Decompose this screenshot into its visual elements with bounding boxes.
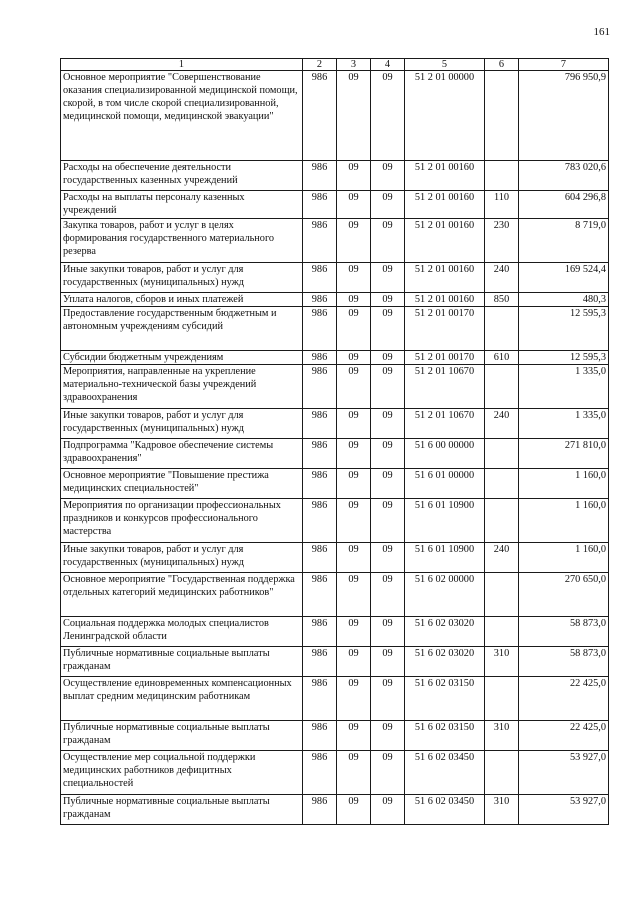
target-article-cell: 51 2 01 10670 xyxy=(405,365,485,409)
row-name-cell: Осуществление единовременных компенсационных выплат средним медицинским работникам xyxy=(61,677,303,721)
section-code-cell: 09 xyxy=(337,351,371,365)
target-article-cell: 51 6 01 10900 xyxy=(405,543,485,573)
table-row xyxy=(61,751,609,795)
section-code-cell: 09 xyxy=(337,219,371,263)
row-name-cell: Расходы на выплаты персоналу казенных учреждений xyxy=(61,191,303,219)
target-article-cell: 51 2 01 00170 xyxy=(405,307,485,351)
section-code-cell: 09 xyxy=(337,409,371,439)
amount-cell: 12 595,3 xyxy=(519,351,609,365)
expense-type-cell xyxy=(485,365,519,409)
row-name-cell: Уплата налогов, сборов и иных платежей xyxy=(61,293,303,307)
target-article-cell: 51 6 00 00000 xyxy=(405,439,485,469)
expense-type-cell: 310 xyxy=(485,795,519,825)
target-article-cell: 51 6 01 00000 xyxy=(405,469,485,499)
expense-type-cell: 850 xyxy=(485,293,519,307)
table-row xyxy=(61,219,609,263)
table-row xyxy=(61,573,609,617)
section-code-cell: 09 xyxy=(337,795,371,825)
subsection-code-cell: 09 xyxy=(371,677,405,721)
section-code-cell: 09 xyxy=(337,573,371,617)
amount-cell: 1 160,0 xyxy=(519,469,609,499)
subsection-code-cell: 09 xyxy=(371,71,405,161)
row-name-cell: Основное мероприятие "Государственная поддержка отдельных категорий медицинских работников" xyxy=(61,573,303,617)
section-code-cell: 09 xyxy=(337,293,371,307)
row-name-cell: Расходы на обеспечение деятельности государственных казенных учреждений xyxy=(61,161,303,191)
expense-type-cell xyxy=(485,71,519,161)
admin-code-cell: 986 xyxy=(303,617,337,647)
expense-type-cell: 610 xyxy=(485,351,519,365)
amount-cell: 1 335,0 xyxy=(519,409,609,439)
target-article-cell: 51 2 01 00160 xyxy=(405,161,485,191)
table-body xyxy=(61,71,609,825)
table-row xyxy=(61,617,609,647)
admin-code-cell: 986 xyxy=(303,677,337,721)
table-row xyxy=(61,161,609,191)
subsection-code-cell: 09 xyxy=(371,161,405,191)
expense-type-cell xyxy=(485,573,519,617)
row-name-cell: Социальная поддержка молодых специалистов Ленинградской области xyxy=(61,617,303,647)
header-cell: 4 xyxy=(371,59,405,71)
subsection-code-cell: 09 xyxy=(371,617,405,647)
subsection-code-cell: 09 xyxy=(371,191,405,219)
row-name-cell: Иные закупки товаров, работ и услуг для государственных (муниципальных) нужд xyxy=(61,409,303,439)
amount-cell: 270 650,0 xyxy=(519,573,609,617)
admin-code-cell: 986 xyxy=(303,573,337,617)
target-article-cell: 51 6 02 00000 xyxy=(405,573,485,617)
expense-type-cell xyxy=(485,469,519,499)
row-name-cell: Иные закупки товаров, работ и услуг для государственных (муниципальных) нужд xyxy=(61,543,303,573)
admin-code-cell: 986 xyxy=(303,721,337,751)
section-code-cell: 09 xyxy=(337,307,371,351)
page-number: 161 xyxy=(593,26,610,38)
target-article-cell: 51 6 02 03020 xyxy=(405,617,485,647)
header-cell: 7 xyxy=(519,59,609,71)
section-code-cell: 09 xyxy=(337,365,371,409)
subsection-code-cell: 09 xyxy=(371,439,405,469)
amount-cell: 8 719,0 xyxy=(519,219,609,263)
section-code-cell: 09 xyxy=(337,543,371,573)
subsection-code-cell: 09 xyxy=(371,499,405,543)
row-name-cell: Подпрограмма "Кадровое обеспечение системы здравоохранения" xyxy=(61,439,303,469)
expense-type-cell xyxy=(485,677,519,721)
admin-code-cell: 986 xyxy=(303,219,337,263)
table-row xyxy=(61,365,609,409)
amount-cell: 796 950,9 xyxy=(519,71,609,161)
amount-cell: 1 335,0 xyxy=(519,365,609,409)
target-article-cell: 51 2 01 00160 xyxy=(405,219,485,263)
expense-type-cell: 310 xyxy=(485,647,519,677)
admin-code-cell: 986 xyxy=(303,351,337,365)
admin-code-cell: 986 xyxy=(303,751,337,795)
target-article-cell: 51 2 01 00160 xyxy=(405,263,485,293)
subsection-code-cell: 09 xyxy=(371,543,405,573)
expense-type-cell xyxy=(485,307,519,351)
amount-cell: 604 296,8 xyxy=(519,191,609,219)
subsection-code-cell: 09 xyxy=(371,351,405,365)
subsection-code-cell: 09 xyxy=(371,573,405,617)
row-name-cell: Публичные нормативные социальные выплаты гражданам xyxy=(61,721,303,751)
row-name-cell: Публичные нормативные социальные выплаты гражданам xyxy=(61,647,303,677)
subsection-code-cell: 09 xyxy=(371,469,405,499)
row-name-cell: Предоставление государственным бюджетным и автономным учреждениям субсидий xyxy=(61,307,303,351)
subsection-code-cell: 09 xyxy=(371,293,405,307)
row-name-cell: Закупка товаров, работ и услуг в целях формирования государственного материального резерва xyxy=(61,219,303,263)
subsection-code-cell: 09 xyxy=(371,721,405,751)
amount-cell: 1 160,0 xyxy=(519,499,609,543)
row-name-cell: Основное мероприятие "Повышение престижа медицинских специальностей" xyxy=(61,469,303,499)
section-code-cell: 09 xyxy=(337,677,371,721)
section-code-cell: 09 xyxy=(337,499,371,543)
section-code-cell: 09 xyxy=(337,439,371,469)
header-cell: 6 xyxy=(485,59,519,71)
section-code-cell: 09 xyxy=(337,71,371,161)
row-name-cell: Публичные нормативные социальные выплаты гражданам xyxy=(61,795,303,825)
target-article-cell: 51 6 02 03450 xyxy=(405,795,485,825)
target-article-cell: 51 2 01 00170 xyxy=(405,351,485,365)
target-article-cell: 51 2 01 00000 xyxy=(405,71,485,161)
section-code-cell: 09 xyxy=(337,647,371,677)
table-row xyxy=(61,293,609,307)
subsection-code-cell: 09 xyxy=(371,307,405,351)
amount-cell: 58 873,0 xyxy=(519,647,609,677)
expense-type-cell xyxy=(485,499,519,543)
amount-cell: 480,3 xyxy=(519,293,609,307)
row-name-cell: Основное мероприятие "Совершенствование оказания специализированной медицинской помощи, скорой, в том числе скорой специализированной, медицинской помощи, медицинской эвакуации" xyxy=(61,71,303,161)
amount-cell: 22 425,0 xyxy=(519,721,609,751)
budget-table xyxy=(60,58,609,825)
admin-code-cell: 986 xyxy=(303,795,337,825)
table-row xyxy=(61,439,609,469)
target-article-cell: 51 6 02 03020 xyxy=(405,647,485,677)
target-article-cell: 51 2 01 10670 xyxy=(405,409,485,439)
amount-cell: 53 927,0 xyxy=(519,795,609,825)
subsection-code-cell: 09 xyxy=(371,751,405,795)
admin-code-cell: 986 xyxy=(303,647,337,677)
expense-type-cell: 310 xyxy=(485,721,519,751)
table-row xyxy=(61,795,609,825)
table-row xyxy=(61,71,609,161)
admin-code-cell: 986 xyxy=(303,499,337,543)
row-name-cell: Мероприятия, направленные на укрепление материально-технической базы учреждений здравоохранения xyxy=(61,365,303,409)
amount-cell: 58 873,0 xyxy=(519,617,609,647)
section-code-cell: 09 xyxy=(337,161,371,191)
admin-code-cell: 986 xyxy=(303,409,337,439)
row-name-cell: Иные закупки товаров, работ и услуг для государственных (муниципальных) нужд xyxy=(61,263,303,293)
target-article-cell: 51 2 01 00160 xyxy=(405,191,485,219)
amount-cell: 783 020,6 xyxy=(519,161,609,191)
subsection-code-cell: 09 xyxy=(371,647,405,677)
admin-code-cell: 986 xyxy=(303,365,337,409)
admin-code-cell: 986 xyxy=(303,543,337,573)
expense-type-cell: 240 xyxy=(485,263,519,293)
row-name-cell: Мероприятия по организации профессиональных праздников и конкурсов профессионального мастерства xyxy=(61,499,303,543)
amount-cell: 169 524,4 xyxy=(519,263,609,293)
section-code-cell: 09 xyxy=(337,263,371,293)
expense-type-cell: 110 xyxy=(485,191,519,219)
admin-code-cell: 986 xyxy=(303,263,337,293)
header-row xyxy=(61,59,609,71)
header-cell: 5 xyxy=(405,59,485,71)
target-article-cell: 51 6 02 03150 xyxy=(405,677,485,721)
expense-type-cell xyxy=(485,161,519,191)
table-row xyxy=(61,409,609,439)
table-row xyxy=(61,191,609,219)
expense-type-cell: 240 xyxy=(485,409,519,439)
amount-cell: 22 425,0 xyxy=(519,677,609,721)
table-row xyxy=(61,647,609,677)
table-row xyxy=(61,307,609,351)
admin-code-cell: 986 xyxy=(303,293,337,307)
table-row xyxy=(61,351,609,365)
subsection-code-cell: 09 xyxy=(371,409,405,439)
table-row xyxy=(61,499,609,543)
section-code-cell: 09 xyxy=(337,617,371,647)
admin-code-cell: 986 xyxy=(303,191,337,219)
table-row xyxy=(61,677,609,721)
admin-code-cell: 986 xyxy=(303,71,337,161)
section-code-cell: 09 xyxy=(337,191,371,219)
table-row xyxy=(61,543,609,573)
target-article-cell: 51 6 01 10900 xyxy=(405,499,485,543)
expense-type-cell xyxy=(485,439,519,469)
amount-cell: 12 595,3 xyxy=(519,307,609,351)
expense-type-cell xyxy=(485,617,519,647)
header-cell: 1 xyxy=(61,59,303,71)
amount-cell: 1 160,0 xyxy=(519,543,609,573)
subsection-code-cell: 09 xyxy=(371,365,405,409)
table-row xyxy=(61,263,609,293)
expense-type-cell xyxy=(485,751,519,795)
header-cell: 2 xyxy=(303,59,337,71)
amount-cell: 53 927,0 xyxy=(519,751,609,795)
admin-code-cell: 986 xyxy=(303,439,337,469)
section-code-cell: 09 xyxy=(337,469,371,499)
section-code-cell: 09 xyxy=(337,751,371,795)
target-article-cell: 51 6 02 03450 xyxy=(405,751,485,795)
subsection-code-cell: 09 xyxy=(371,263,405,293)
admin-code-cell: 986 xyxy=(303,469,337,499)
target-article-cell: 51 2 01 00160 xyxy=(405,293,485,307)
section-code-cell: 09 xyxy=(337,721,371,751)
row-name-cell: Субсидии бюджетным учреждениям xyxy=(61,351,303,365)
header-cell: 3 xyxy=(337,59,371,71)
amount-cell: 271 810,0 xyxy=(519,439,609,469)
subsection-code-cell: 09 xyxy=(371,795,405,825)
admin-code-cell: 986 xyxy=(303,307,337,351)
table-row xyxy=(61,469,609,499)
expense-type-cell: 240 xyxy=(485,543,519,573)
admin-code-cell: 986 xyxy=(303,161,337,191)
row-name-cell: Осуществление мер социальной поддержки медицинских работников дефицитных специальностей xyxy=(61,751,303,795)
subsection-code-cell: 09 xyxy=(371,219,405,263)
table-row xyxy=(61,721,609,751)
target-article-cell: 51 6 02 03150 xyxy=(405,721,485,751)
expense-type-cell: 230 xyxy=(485,219,519,263)
